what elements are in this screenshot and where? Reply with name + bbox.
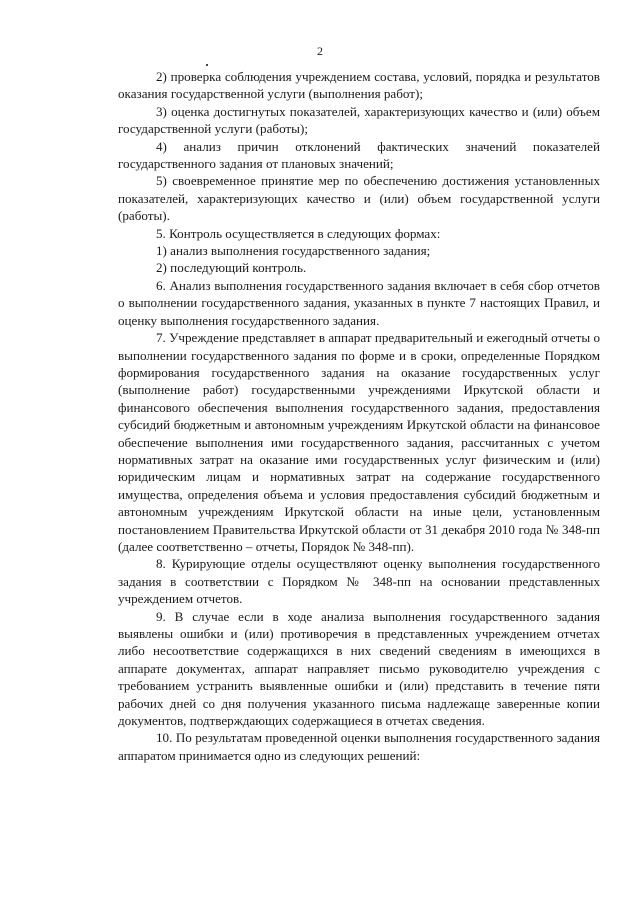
paragraph-clause-6: 6. Анализ выполнения государственного задания включает в себя сбор отчетов о выполнении государственного задания, указанных в пункте 7 настоящих Правил, и оценку выполнения государственного задания. bbox=[118, 277, 600, 328]
paragraph-item-2: 2) проверка соблюдения учреждением состава, условий, порядка и результатов оказания государственной услуги (выполнения работ); bbox=[118, 69, 600, 102]
page-number: 2 bbox=[317, 44, 323, 58]
paragraph-clause-8: 8. Курирующие отделы осуществляют оценку выполнения государственного задания в соответствии с Порядком № 348-пп на основании представленных учреждением отчетов. bbox=[118, 556, 600, 607]
scan-speck bbox=[206, 64, 208, 66]
paragraph-clause-5: 5. Контроль осуществляется в следующих формах: bbox=[156, 225, 441, 241]
paragraph-item-5: 5) своевременное принятие мер по обеспечению достижения установленных показателей, характеризующих качество и (или) объем государственной услуги (работы). bbox=[118, 173, 600, 224]
paragraph-clause-7: 7. Учреждение представляет в аппарат предварительный и ежегодный отчеты о выполнении государственного задания по форме и в сроки, определенные Порядком формирования государственного задания на оказание государственных услуг (выполнение работ) государственными учреждениями Иркутской области и финансового обеспечения выполнения государственного задания, предоставления субсидий бюджетным и автономным учреждениям Иркутской области на финансовое обеспечение выполнения ими государственного задания, рассчитанных с учетом нормативных затрат на оказание ими государственных услуг физическим и (или) юридическим лицам и нормативных затрат на содержание государственного имущества, определения объема и условия предоставления субсидий бюджетным и автономным учреждениям Иркутской области на иные цели, установленным постановлением Правительства Иркутской области от 31 декабря 2010 года № 348-пп (далее соответственно – отчеты, Порядок № 348-пп). bbox=[118, 330, 600, 554]
paragraph-form-1: 1) анализ выполнения государственного задания; bbox=[156, 243, 431, 259]
paragraph-form-2: 2) последующий контроль. bbox=[156, 260, 307, 276]
paragraph-clause-9: 9. В случае если в ходе анализа выполнения государственного задания выявлены ошибки и (или) противоречия в представленных учреждением отчетах либо несоответствие содержащихся в них сведений сведениям в имеющихся в аппарате документах, аппарат направляет письмо руководителю учреждения с требованием устранить выявленные ошибки и (или) представить в течение пяти рабочих дней со дня получения указанного письма надлежаще заверенные копии документов, подтверждающих содержащиеся в отчетах сведения. bbox=[118, 608, 600, 729]
paragraph-clause-10: 10. По результатам проведенной оценки выполнения государственного задания аппаратом принимается одно из следующих решений: bbox=[118, 730, 600, 763]
paragraph-item-3: 3) оценка достигнутых показателей, характеризующих качество и (или) объем государственной услуги (работы); bbox=[118, 103, 600, 137]
document-body bbox=[118, 68, 600, 764]
paragraph-item-4: 4) анализ причин отклонений фактических значений показателей государственного задания от плановых значений; bbox=[118, 138, 600, 172]
